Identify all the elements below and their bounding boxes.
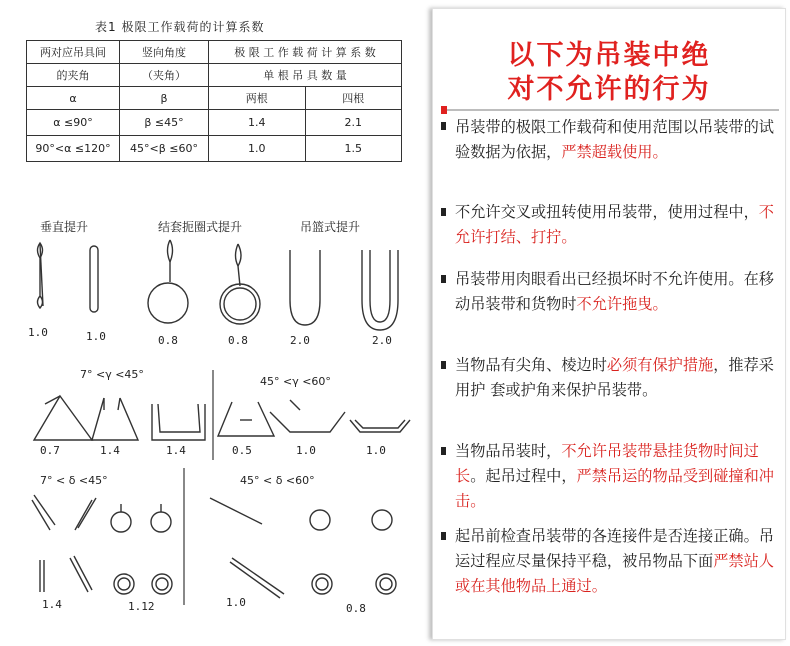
bullet-3 — [441, 275, 446, 283]
bullet-2 — [441, 208, 446, 216]
row1-two: 1.4 — [209, 110, 306, 136]
choker-sling-1 — [148, 240, 188, 323]
row2-angle-left: 7° <γ <45° — [80, 368, 144, 381]
header-sub: 单 根 吊 具 数 量 — [209, 64, 402, 87]
row2-value-4: 0.5 — [232, 444, 252, 457]
row1-value-1: 1.0 — [28, 326, 48, 339]
choker-sling-2 — [220, 244, 260, 324]
row1-value-4: 0.8 — [228, 334, 248, 347]
row3-angle-left: 7° < δ <45° — [40, 474, 108, 487]
row2-alpha: 90°<α ≤120° — [27, 136, 120, 162]
row1-alpha: α ≤90° — [27, 110, 120, 136]
row1-value-3: 0.8 — [158, 334, 178, 347]
header-angle-alpha-3: α — [27, 87, 120, 110]
row3-value-4: 0.8 — [346, 602, 366, 615]
bullet-6 — [441, 532, 446, 540]
angled-lift-fig-6 — [310, 510, 396, 594]
vertical-sling-1 — [38, 243, 44, 308]
basket-sling-2 — [362, 250, 398, 330]
rules-panel — [432, 8, 786, 640]
row3-value-3: 1.0 — [226, 596, 246, 609]
bullet-4 — [441, 361, 446, 369]
basket-sling-1 — [290, 250, 320, 325]
bullet-5 — [441, 447, 446, 455]
row2-value-6: 1.0 — [366, 444, 386, 457]
angled-lift-fig-1 — [32, 495, 96, 530]
angle-fig-4 — [218, 402, 274, 436]
angle-fig-5 — [270, 400, 345, 432]
row2-value-1: 0.7 — [40, 444, 60, 457]
row1-value-5: 2.0 — [290, 334, 310, 347]
row3-value-2: 1.12 — [128, 600, 155, 613]
row2-value-5: 1.0 — [296, 444, 316, 457]
label-vertical-lift: 垂直提升 — [40, 220, 89, 234]
header-angle-beta-2: （夹角） — [120, 64, 209, 87]
row2-beta: 45°<β ≤60° — [120, 136, 209, 162]
row1-four: 2.1 — [305, 110, 402, 136]
rule-item-3: 吊装带用肉眼看出已经损坏时不允许使用。在移动吊装带和货物时不允许拖曳。 — [455, 270, 774, 313]
angle-fig-6 — [350, 420, 410, 432]
table-caption: 表1 极限工作载荷的计算系数 — [95, 20, 265, 34]
rule-item-5: 当物品吊装时，不允许吊装带悬挂货物时间过长。起吊过程中，严禁吊运的物品受到碰撞和冲击。 — [455, 442, 774, 510]
angled-lift-fig-5 — [210, 498, 284, 598]
angle-fig-1 — [34, 396, 92, 440]
title-rule — [441, 109, 779, 111]
angle-fig-3 — [152, 404, 205, 440]
header-angle-alpha-2: 的夹角 — [27, 64, 120, 87]
label-choker-lift: 结套扼圈式提升 — [158, 220, 243, 234]
row2-angle-right: 45° <γ <60° — [260, 375, 331, 388]
angled-lift-fig-3 — [40, 556, 92, 592]
row1-value-2: 1.0 — [86, 330, 106, 343]
row2-value-2: 1.4 — [100, 444, 120, 457]
angle-fig-2 — [92, 398, 138, 440]
header-four: 四根 — [305, 87, 402, 110]
rule-item-1: 吊装带的极限工作载荷和使用范围以吊装带的试验数据为依据，严禁超载使用。 — [455, 118, 774, 161]
rule-item-2: 不允许交叉或扭转使用吊装带，使用过程中，不允许打结、打拧。 — [455, 203, 774, 246]
header-coefficient: 极 限 工 作 载 荷 计 算 系 数 — [209, 41, 402, 64]
row2-value-3: 1.4 — [166, 444, 186, 457]
row3-angle-right: 45° < δ <60° — [240, 474, 315, 487]
label-basket-lift: 吊篮式提升 — [300, 220, 361, 234]
panel-title-line2: 对不允许的行为 — [507, 74, 711, 105]
row2-two: 1.0 — [209, 136, 306, 162]
header-two: 两根 — [209, 87, 306, 110]
header-angle-beta-1: 竖向角度 — [120, 41, 209, 64]
vertical-sling-2 — [90, 246, 98, 312]
header-angle-alpha-1: 两对应吊具间 — [27, 41, 120, 64]
bullet-1 — [441, 122, 446, 130]
row3-value-1: 1.4 — [42, 598, 62, 611]
row2-four: 1.5 — [305, 136, 402, 162]
row1-value-6: 2.0 — [372, 334, 392, 347]
rule-item-4: 当物品有尖角、棱边时必须有保护措施，推荐采用护 套或护角来保护吊装带。 — [455, 356, 774, 399]
panel-title-line1: 以下为吊装中绝 — [507, 40, 711, 71]
rule-item-6: 起吊前检查吊装带的各连接件是否连接正确。吊运过程应尽量保持平稳，被吊物品下面严禁站人或在其他物品上通过。 — [455, 527, 774, 595]
angled-lift-fig-4 — [114, 574, 172, 594]
row1-beta: β ≤45° — [120, 110, 209, 136]
title-rule-marker — [441, 106, 447, 114]
header-angle-beta-3: β — [120, 87, 209, 110]
angled-lift-fig-2 — [111, 504, 171, 532]
